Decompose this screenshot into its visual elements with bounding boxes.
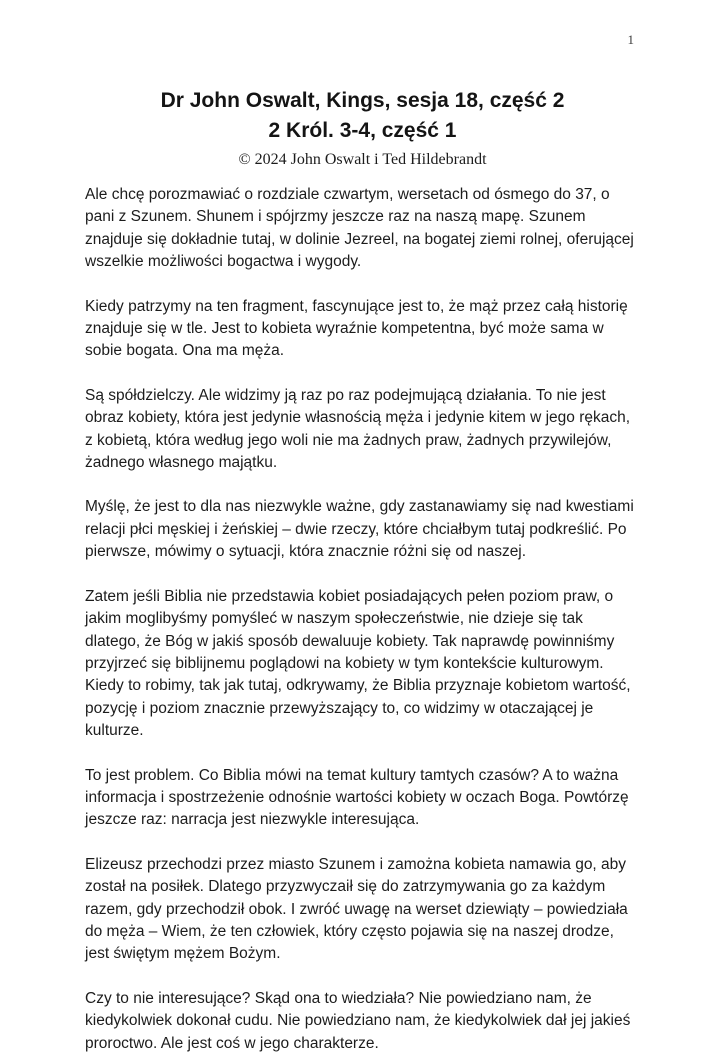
title-block — [85, 86, 640, 146]
paragraph: Ale chcę porozmawiać o rozdziale czwartym, wersetach od ósmego do 37, o pani z Szunem. Shunem i spójrzmy jeszcze raz na naszą mapę. Szunem znajduje się dokładnie tutaj, w dolinie Jezreel, na bogatej ziemi rolnej, oferującej wszelkie możliwości bogactwa i wygody. — [85, 186, 634, 271]
paragraph: Kiedy patrzymy na ten fragment, fascynujące jest to, że mąż przez całą historię znajduje się w tle. Jest to kobieta wyraźnie kompetentna, być może sama w sobie bogata. Ona ma męża. — [85, 297, 628, 360]
paragraph: Są spółdzielczy. Ale widzimy ją raz po raz podejmującą działania. To nie jest obraz kobiety, która jest jedynie własnością męża i jedynie kitem w jego rękach, z kobietą, która według jego woli nie ma żadnych praw, żadnych przywilejów, żadnego własnego majątku. — [85, 386, 631, 472]
paragraph: Czy to nie interesujące? Skąd ona to wiedziała? Nie powiedziano nam, że kiedykolwiek dokonał cudu. Nie powiedziano nam, że kiedykolwiek dał jej jakieś proroctwo. Ale jest coś w jego charakterze. — [85, 989, 631, 1052]
paragraph: Zatem jeśli Biblia nie przedstawia kobiet posiadających pełen poziom praw, o jakim moglibyśmy pomyśleć w naszym społeczeństwie, nie dzieje się tak dlatego, że Bóg w jakiś sposób dewaluuje kobiety. Tak naprawdę powinniśmy przyjrzeć się biblijnemu poglądowi na kobiety w tym kontekście kulturowym. Kiedy to robimy, tak jak tutaj, odkrywamy, że Biblia przyznaje kobietom wartość, pozycję i poziom znacznie przewyższający to, co widzimy w otaczającej je kulturze. — [85, 587, 631, 740]
body-paragraphs — [85, 184, 640, 1055]
paragraph: To jest problem. Co Biblia mówi na temat kultury tamtych czasów? A to ważna informacja i spostrzeżenie odnośnie wartości kobiety w oczach Boga. Powtórzę jeszcze raz: narracja jest niezwykle interesująca. — [85, 766, 629, 829]
page-number: 1 — [627, 32, 634, 47]
document-title-line1: Dr John Oswalt, Kings, sesja 18, część 2 — [160, 89, 565, 112]
paragraph: Elizeusz przechodzi przez miasto Szunem i zamożna kobieta namawia go, aby został na posiłek. Dlatego przyzwyczaił się do zatrzymywania go za każdym razem, gdy przechodził obok. I zwróć uwagę na werset dziewiąty – powiedziała do męża – Wiem, że ten człowiek, który często pojawia się na naszej drodze, jest świętym mężem Bożym. — [85, 855, 628, 963]
copyright-line: © 2024 John Oswalt i Ted Hildebrandt — [238, 151, 487, 168]
paragraph: Myślę, że jest to dla nas niezwykle ważne, gdy zastanawiamy się nad kwestiami relacji płci męskiej i żeńskiej – dwie rzeczy, które chciałbym tutaj podkreślić. Po pierwsze, mówimy o sytuacji, która znacznie różni się od naszej. — [85, 498, 634, 561]
document-title-line2: 2 Król. 3-4, część 1 — [268, 119, 457, 142]
